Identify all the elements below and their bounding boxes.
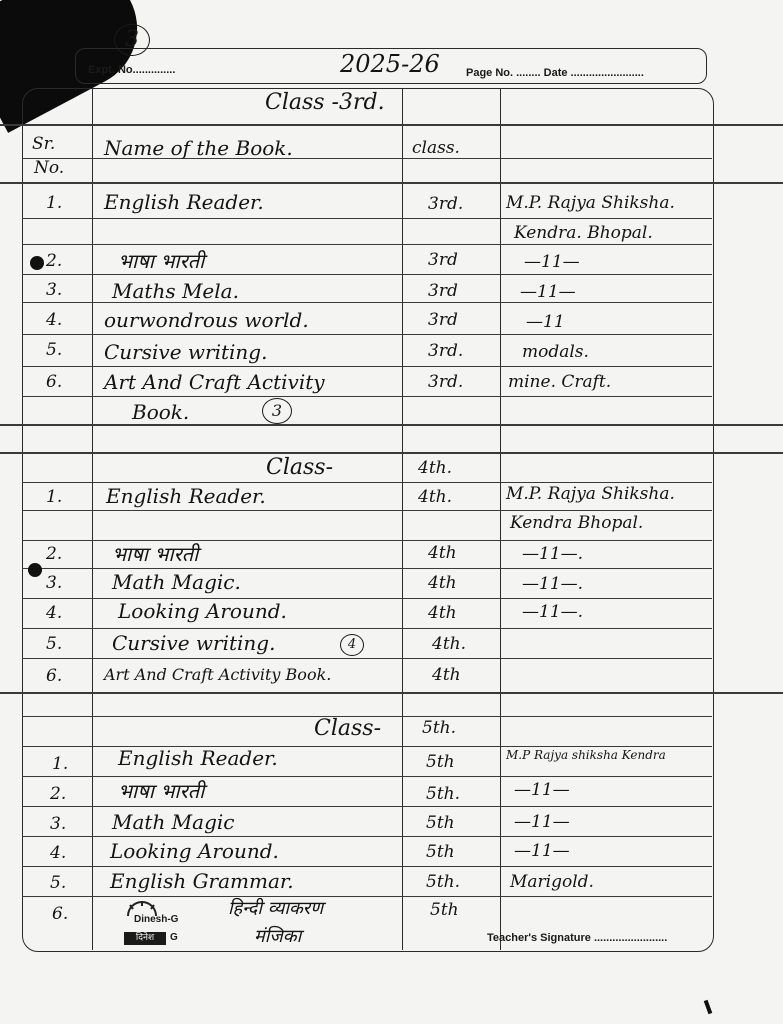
row-class: 3rd: [428, 250, 458, 270]
row-book-name: English Grammar.: [110, 869, 294, 893]
rule-line: [22, 396, 712, 397]
brand-suffix: G: [170, 932, 178, 943]
expt-no-label: Expt. No..............: [88, 64, 176, 76]
row-sr: 5.: [46, 634, 63, 654]
row-publisher: —11—: [520, 282, 576, 302]
row-class: 3rd: [428, 281, 458, 301]
row-publisher: M.P Rajya shiksha Kendra: [506, 748, 666, 762]
row-publisher: —11—.: [522, 574, 584, 594]
header-no: No.: [34, 158, 65, 178]
section-heading-class-5: Class-: [314, 716, 381, 741]
rule-line: [0, 124, 783, 126]
row-class: 3rd.: [428, 194, 464, 214]
row-class: 3rd.: [428, 372, 464, 392]
row-sr: 3.: [46, 280, 63, 300]
rule-line: [22, 658, 712, 659]
row-sr: 5.: [50, 873, 67, 893]
rule-line: [22, 806, 712, 807]
row-class: 4th: [432, 665, 461, 685]
row-publisher: —11—: [514, 812, 570, 832]
row-book-name: Looking Around.: [118, 599, 287, 623]
class-number-circle: 4: [340, 634, 364, 656]
header-class: class.: [412, 138, 460, 158]
row-publisher: —11: [526, 312, 565, 332]
row-book-name: Looking Around.: [110, 839, 279, 863]
row-sr: 2.: [46, 544, 63, 564]
row-sr: 1.: [52, 754, 69, 774]
row-sr: 1.: [46, 487, 63, 507]
rule-line: [22, 836, 712, 837]
row-sr: 3.: [50, 814, 67, 834]
row-book-name-line2: मंजिका: [254, 926, 302, 947]
row-publisher: —11—: [514, 780, 570, 800]
row-class: 4th: [428, 603, 457, 623]
rule-line: [22, 274, 712, 275]
row-book-name: भाषा भारती: [118, 779, 205, 803]
row-sr: 2.: [50, 784, 67, 804]
row-class: 5th: [430, 900, 459, 920]
row-book-name-line2: Book.: [132, 400, 190, 424]
row-book-name: भाषा भारती: [112, 542, 199, 566]
rule-line: [0, 452, 783, 454]
section-heading-class-4: Class-: [266, 455, 333, 480]
row-class: 5th: [426, 813, 455, 833]
row-book-name: English Reader.: [106, 484, 266, 508]
rule-line: [22, 568, 712, 569]
rule-line: [22, 628, 712, 629]
row-publisher: M.P. Rajya Shiksha.: [506, 484, 675, 504]
header-sr: Sr.: [32, 134, 56, 154]
row-publisher: M.P. Rajya Shiksha.: [506, 193, 675, 213]
row-sr: 6.: [46, 666, 63, 686]
row-sr: 4.: [50, 843, 67, 863]
row-publisher: modals.: [522, 342, 589, 362]
row-publisher: mine. Craft.: [508, 372, 612, 392]
row-publisher: Marigold.: [510, 872, 594, 892]
row-publisher: —11—: [514, 841, 570, 861]
row-publisher: —11—: [524, 252, 580, 272]
row-book-name: Art And Craft Activity: [104, 370, 325, 394]
row-book-name: Art And Craft Activity Book.: [104, 665, 332, 684]
row-book-name: Math Magic: [112, 810, 235, 834]
header-book-name: Name of the Book.: [104, 136, 293, 160]
page-date-label: Page No. ........ Date ........................: [466, 67, 644, 79]
row-sr: 2.: [46, 251, 63, 271]
page-number-circle: 3: [114, 24, 150, 56]
rule-line: [0, 692, 783, 694]
row-book-name: Maths Mela.: [112, 279, 239, 303]
section-heading-class-5-value: 5th.: [422, 718, 456, 738]
row-sr: 1.: [46, 193, 63, 213]
brand-logo: [120, 900, 200, 948]
rule-line: [22, 244, 712, 245]
row-class: 4th.: [418, 487, 452, 507]
row-publisher: —11—.: [522, 602, 584, 622]
row-class: 5th: [426, 752, 455, 772]
row-book-name: ourwondrous world.: [104, 308, 309, 332]
row-class: 3rd: [428, 310, 458, 330]
row-class: 5th.: [426, 872, 460, 892]
row-book-name: Cursive writing.: [112, 631, 276, 655]
row-class: 4th.: [432, 634, 466, 654]
row-publisher: —11—.: [522, 544, 584, 564]
rule-line: [22, 896, 712, 897]
row-class: 5th: [426, 842, 455, 862]
punch-hole: [30, 256, 44, 270]
rule-line: [22, 366, 712, 367]
rule-line: [22, 482, 712, 483]
row-publisher-line2: Kendra. Bhopal.: [514, 223, 653, 243]
rule-line: [22, 510, 712, 511]
row-book-name: English Reader.: [104, 190, 264, 214]
brand-name: Dinesh-G: [134, 914, 179, 925]
row-book-name: हिन्दी व्याकरण: [228, 898, 324, 919]
row-sr: 4.: [46, 310, 63, 330]
row-sr: 4.: [46, 603, 63, 623]
row-class: 4th: [428, 573, 457, 593]
row-publisher-line2: Kendra Bhopal.: [510, 513, 644, 533]
row-sr: 3.: [46, 573, 63, 593]
rule-line: [0, 182, 783, 184]
rule-line: [22, 218, 712, 219]
section-heading-class-3: Class -3rd.: [265, 90, 385, 115]
year-text: 2025-26: [340, 50, 440, 78]
teacher-signature-label: Teacher's Signature ........................: [487, 932, 668, 944]
row-book-name: English Reader.: [118, 746, 278, 770]
row-class: 5th.: [426, 784, 460, 804]
row-book-name: Math Magic.: [112, 570, 241, 594]
rule-line: [22, 866, 712, 867]
row-book-name: भाषा भारती: [118, 249, 205, 273]
rule-line: [0, 424, 783, 426]
row-class: 3rd.: [428, 341, 464, 361]
row-book-name: Cursive writing.: [104, 340, 268, 364]
row-sr: 6.: [52, 904, 69, 924]
corner-mark: [704, 1000, 713, 1015]
row-class: 4th: [428, 543, 457, 563]
class-number-circle: 3: [262, 398, 292, 424]
row-sr: 5.: [46, 340, 63, 360]
rule-line: [22, 334, 712, 335]
section-heading-class-4-value: 4th.: [418, 458, 452, 478]
punch-hole: [28, 563, 42, 577]
brand-badge: दिनेश: [124, 932, 166, 945]
row-sr: 6.: [46, 372, 63, 392]
